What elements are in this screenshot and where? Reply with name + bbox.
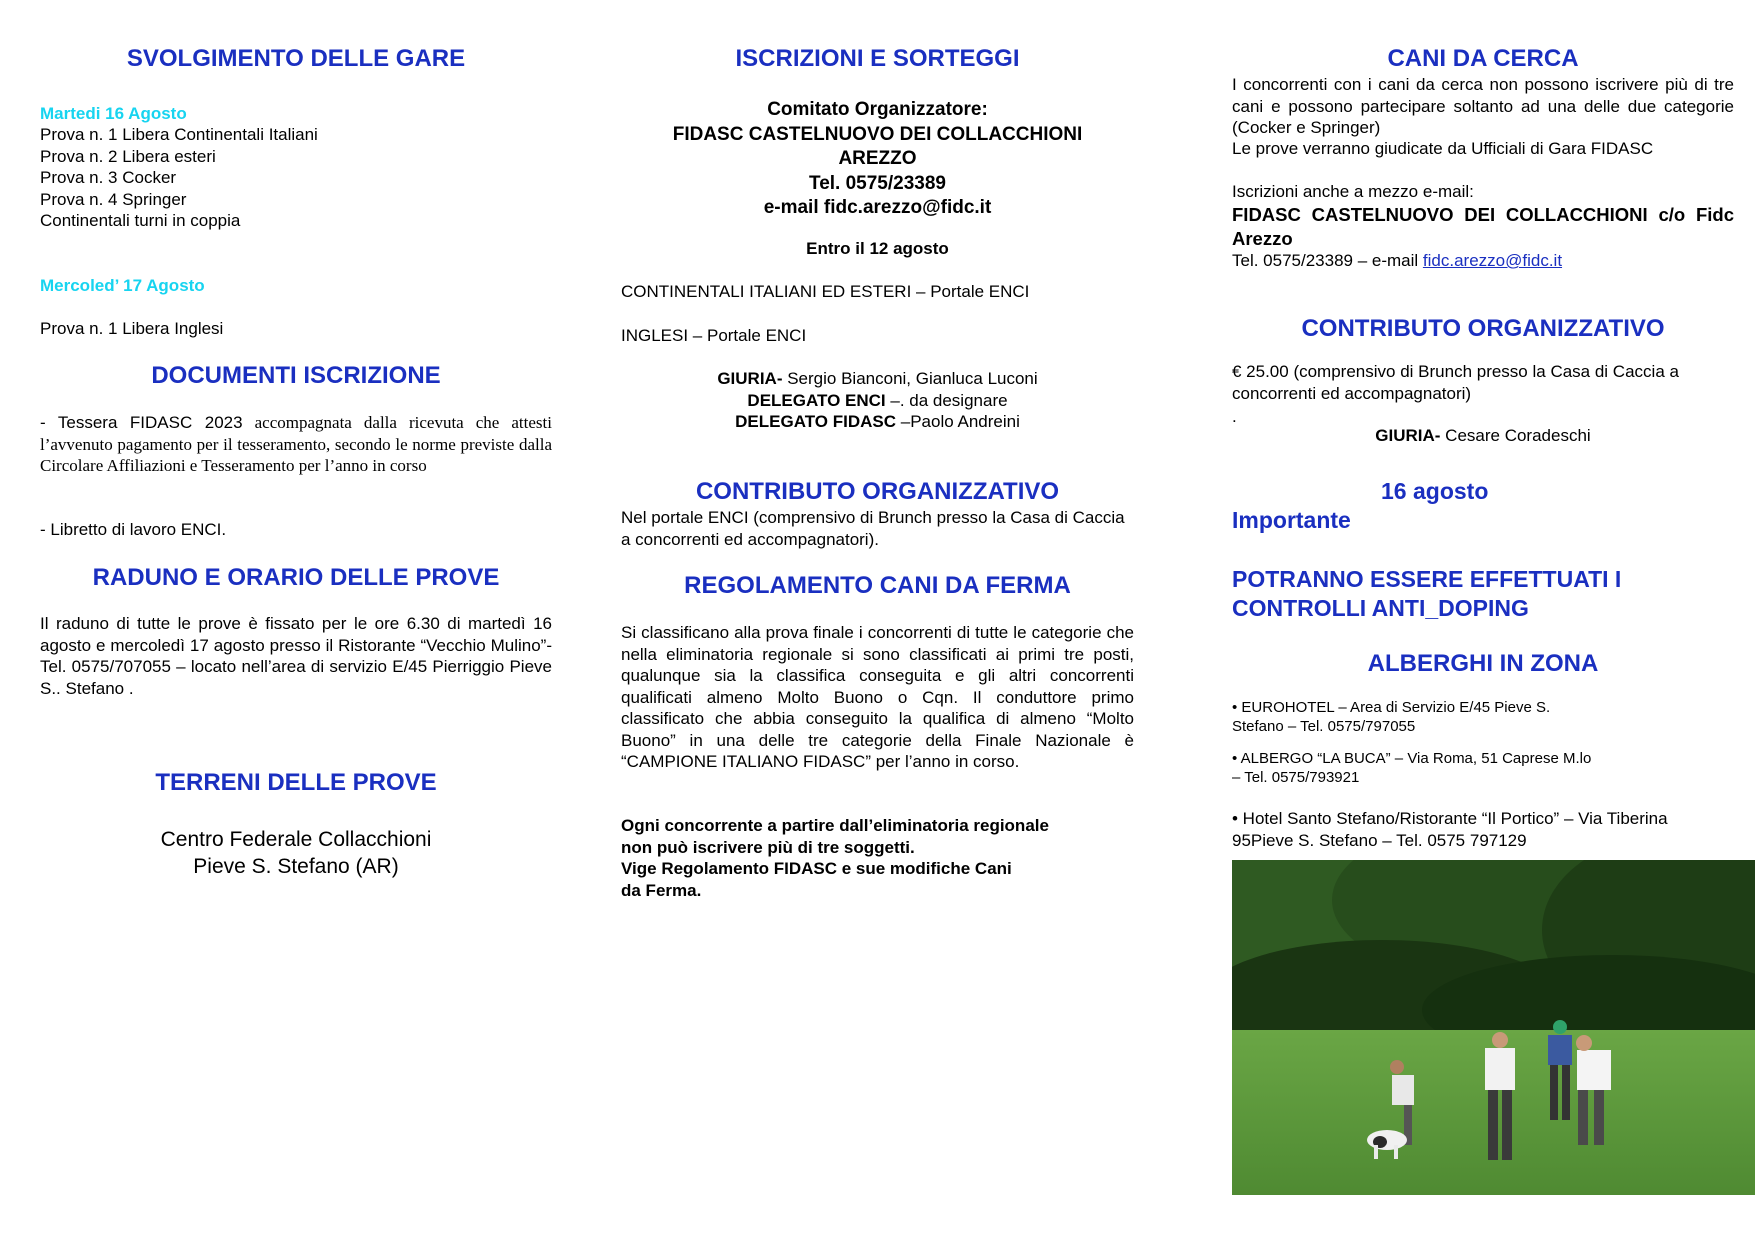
giuria-label: GIURIA- <box>1375 426 1441 445</box>
day2-label: Mercoled’ 17 Agosto <box>40 276 205 295</box>
contributo-title-right: CONTRIBUTO ORGANIZZATIVO <box>1301 315 1665 342</box>
giuria-block <box>621 368 1134 433</box>
cani-title: CANI DA CERCA <box>1387 45 1579 72</box>
doc1-text <box>40 412 552 477</box>
terreni-line: Pieve S. Stefano (AR) <box>193 855 399 878</box>
iscrizioni-email-text: Iscrizioni anche a mezzo e-mail: <box>1232 182 1474 201</box>
list-item: Prova n. 1 Libera Continentali Italiani <box>40 125 318 144</box>
list-item: Prova n. 4 Springer <box>40 189 187 209</box>
iscrizioni-title: ISCRIZIONI E SORTEGGI <box>735 45 1020 72</box>
contributo-text-mid: Nel portale ENCI (comprensivo di Brunch presso la Casa di Caccia a concorrenti ed accompagnatori). <box>621 508 1125 549</box>
raduno-title: RADUNO E ORARIO DELLE PROVE <box>92 564 500 591</box>
raduno-text: Il raduno di tutte le prove è fissato per le ore 6.30 di martedì 16 agosto e mercoledì 17 agosto presso il Ristorante “Vecchio Mulino”- Tel. 0575/707055 – locato nell’area di servizio E/45 Pierriggio Pieve S.. Stefano . <box>40 614 552 698</box>
dot-text: . <box>1232 407 1237 426</box>
importante-label: Importante <box>1232 507 1351 533</box>
comitato-block <box>621 98 1134 221</box>
alberghi-title: ALBERGHI IN ZONA <box>1367 650 1599 677</box>
hotel-line: – Tel. 0575/793921 <box>1232 769 1360 786</box>
day1-label: Martedi 16 Agosto <box>40 104 187 123</box>
hotel-line: 95Pieve S. Stefano – Tel. 0575 797129 <box>1232 830 1527 850</box>
documenti-title: DOCUMENTI ISCRIZIONE <box>151 362 441 389</box>
delegato-fidasc-value: –Paolo Andreini <box>896 412 1020 431</box>
hotel-item-1 <box>1232 698 1734 736</box>
svolgimento-title: SVOLGIMENTO DELLE GARE <box>126 45 466 72</box>
list-item: Prova n. 2 Libera esteri <box>40 146 216 166</box>
list-item: Continentali turni in coppia <box>40 211 241 230</box>
doc2-text: - Libretto di lavoro ENCI. <box>40 520 227 539</box>
hotel-item-2 <box>1232 749 1734 787</box>
entro-text: Entro il 12 agosto <box>806 239 949 258</box>
hotel-item-3 <box>1232 808 1734 851</box>
giuria-value: Cesare Coradeschi <box>1440 426 1591 445</box>
antidoping-line: POTRANNO ESSERE EFFETTUATI I <box>1232 566 1622 592</box>
hotel-line: • Hotel Santo Stefano/Ristorante “Il Portico” – Via Tiberina <box>1232 809 1668 828</box>
ogni-line: da Ferma. <box>621 880 702 900</box>
tel-email-line <box>1232 250 1562 272</box>
terreni-line: Centro Federale Collacchioni <box>160 828 432 851</box>
hotel-line: Stefano – Tel. 0575/797055 <box>1232 718 1416 735</box>
comitato-line: e-mail fidc.arezzo@fidc.it <box>763 197 992 218</box>
regolamento-title: REGOLAMENTO CANI DA FERMA <box>684 572 1071 599</box>
ogni-line: Ogni concorrente a partire dall’eliminatoria regionale <box>621 816 1049 835</box>
ogni-concorrente-text <box>621 815 1134 901</box>
inglesi-text: INGLESI – Portale ENCI <box>621 326 807 345</box>
fidasc-bold-text: FIDASC CASTELNUOVO DEI COLLACCHIONI c/o Fidc Arezzo <box>1232 204 1734 249</box>
day1-list <box>40 124 552 232</box>
field-photo-image <box>1232 860 1755 1195</box>
ogni-line: non può iscrivere più di tre soggetti. <box>621 837 915 857</box>
doc1-sans: - Tessera FIDASC 2023 <box>40 413 243 432</box>
field-photo <box>1232 860 1755 1195</box>
list-item: Prova n. 1 Libera Inglesi <box>40 319 224 338</box>
hotel-line: • ALBERGO “LA BUCA” – Via Roma, 51 Caprese M.lo <box>1232 750 1592 767</box>
giuria-value: Sergio Bianconi, Gianluca Luconi <box>782 369 1038 388</box>
tel-prefix: Tel. 0575/23389 – e-mail <box>1232 251 1423 270</box>
terreni-text <box>40 826 552 880</box>
giuria-label: GIURIA- <box>717 369 783 388</box>
contributo-text-right: € 25.00 (comprensivo di Brunch presso la Casa di Caccia a concorrenti ed accompagnatori) <box>1232 362 1679 403</box>
comitato-line: Comitato Organizzatore: <box>767 99 988 120</box>
continentali-text: CONTINENTALI ITALIANI ED ESTERI – Portale ENCI <box>621 282 1030 301</box>
comitato-line: FIDASC CASTELNUOVO DEI COLLACCHIONI <box>672 123 1083 145</box>
prove-text: Le prove verranno giudicate da Ufficiali di Gara FIDASC <box>1232 139 1654 158</box>
terreni-title: TERRENI DELLE PROVE <box>155 769 437 796</box>
ogni-line: Vige Regolamento FIDASC e sue modifiche Cani <box>621 859 1012 878</box>
list-item: Prova n. 3 Cocker <box>40 168 177 187</box>
delegato-enci-label: DELEGATO ENCI <box>747 390 886 410</box>
regolamento-text: Si classificano alla prova finale i concorrenti di tutte le categorie che nella eliminatoria regionale si sono classificati ai primi tre posti, qualunque sia la classifica conseguita e gli altri concorrenti qualificati almeno Molto Buono o Cqn. Il conduttore primo classificato che abbia conseguito la qualifica di almeno “Molto Buono” in una delle tre categorie della Finale Nazionale è “CAMPIONE ITALIANO FIDASC” per l’anno in corso. <box>621 623 1134 771</box>
comitato-line: AREZZO <box>838 148 917 169</box>
cani-text: I concorrenti con i cani da cerca non possono iscrivere più di tre cani e possono partecipare soltanto ad una delle due categorie (Cocker e Springer) <box>1232 75 1734 137</box>
antidoping-text <box>1232 565 1734 623</box>
antidoping-line: CONTROLLI ANTI_DOPING <box>1232 595 1529 621</box>
doc1-serif: accompagnata dalla ricevuta che attesti l’avvenuto pagamento per il tesseramento, secondo le norme previste dalla Circolare Affiliazioni e Tesseramento per l’anno in corso <box>40 413 552 475</box>
giuria-right <box>1232 425 1734 447</box>
email-link[interactable]: fidc.arezzo@fidc.it <box>1422 251 1563 270</box>
comitato-line: Tel. 0575/23389 <box>809 172 946 194</box>
delegato-fidasc-label: DELEGATO FIDASC <box>735 412 897 431</box>
hotel-line: • EUROHOTEL – Area di Servizio E/45 Pieve S. <box>1232 699 1551 716</box>
contributo-title-mid: CONTRIBUTO ORGANIZZATIVO <box>695 478 1060 505</box>
delegato-enci-value: –. da designare <box>885 390 1008 410</box>
date-16-agosto: 16 agosto <box>1381 478 1489 504</box>
